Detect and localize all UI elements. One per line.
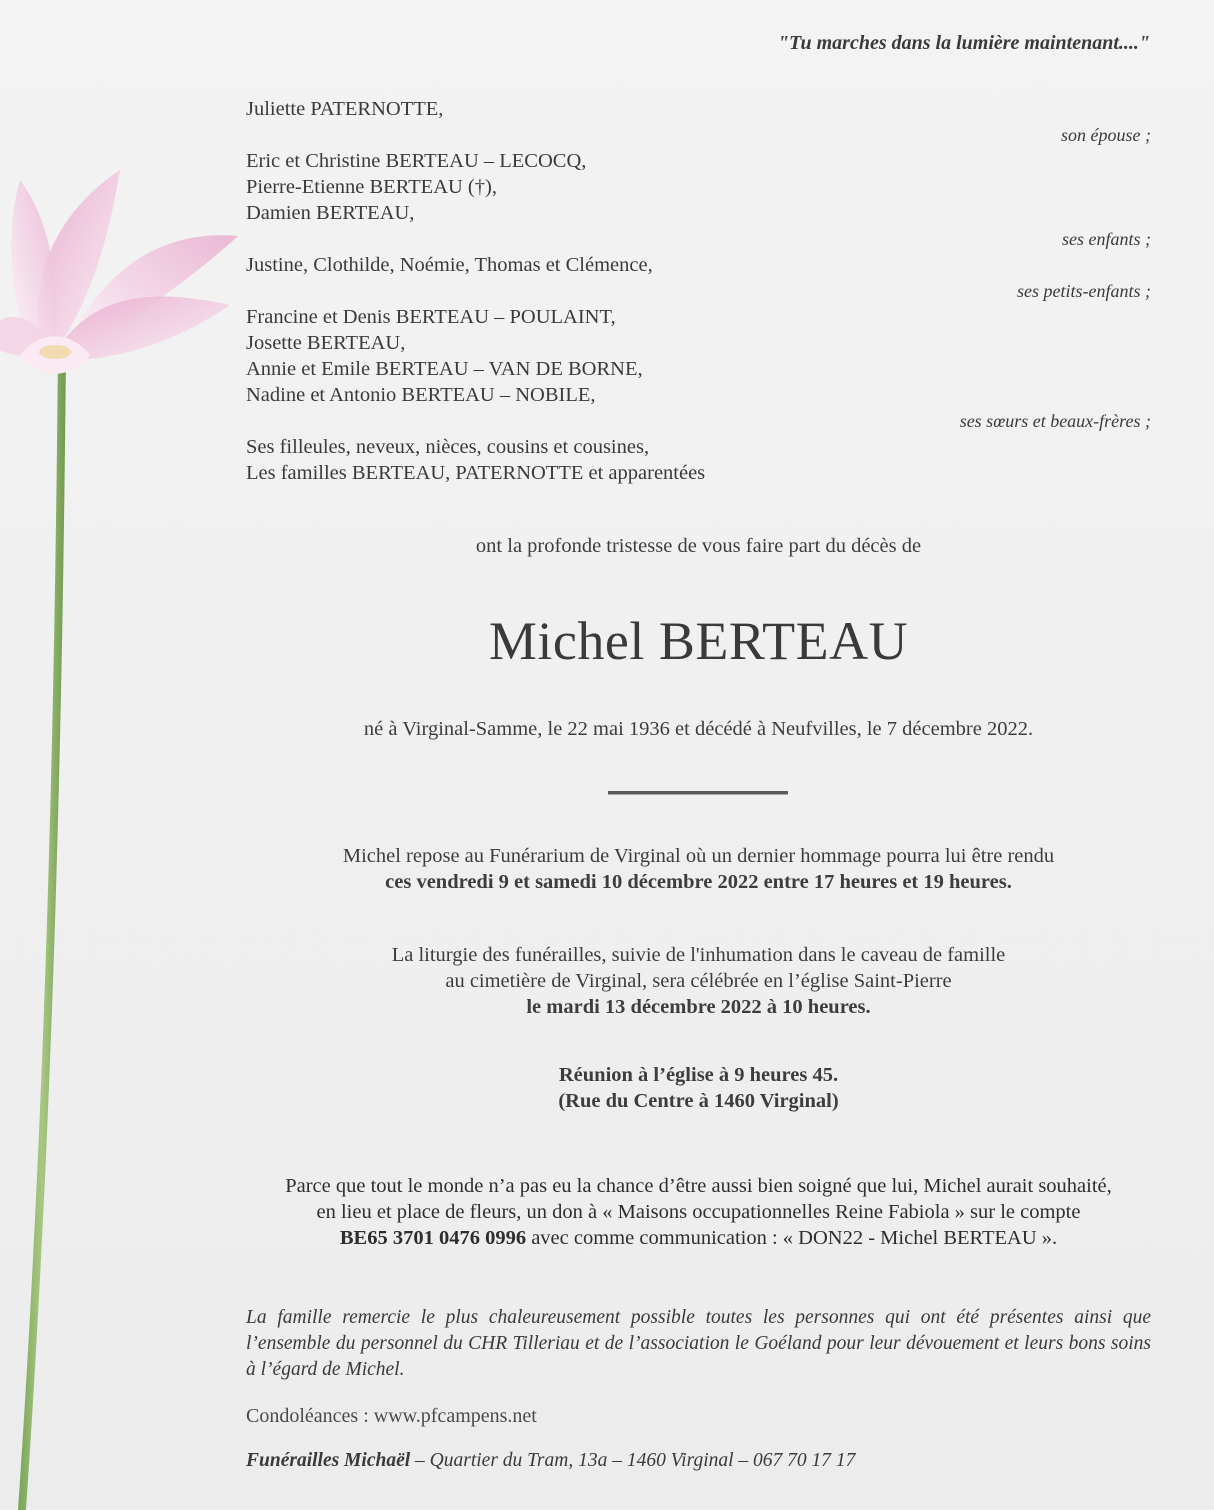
family-name: Francine et Denis BERTEAU – POULAINT,	[246, 306, 616, 328]
family-name: Annie et Emile BERTEAU – VAN DE BORNE,	[246, 358, 643, 380]
funeral-date: le mardi 13 décembre 2022 à 10 heures.	[526, 996, 871, 1018]
funeral-line: au cimetière de Virginal, sera célébrée en l’église Saint-Pierre	[445, 970, 952, 992]
family-role: son épouse ;	[1061, 125, 1151, 145]
family-name: Juliette PATERNOTTE,	[246, 98, 444, 120]
visitation-line: Michel repose au Funérarium de Virginal où un dernier hommage pourra lui être rendu	[342, 845, 1055, 867]
donation-communication: avec comme communication : « DON22 - Michel BERTEAU ».	[526, 1227, 1058, 1249]
funeral-home-address: – Quartier du Tram, 13a – 1460 Virginal – 067 70 17 17	[410, 1450, 856, 1471]
family-name: Ses filleules, neveux, nièces, cousins et cousines,	[246, 436, 650, 458]
donation-info	[246, 1173, 1151, 1251]
divider-line	[608, 791, 788, 795]
thanks-text: La famille remercie le plus chaleureusement possible toutes les personnes qui ont été présentes ainsi que l’ensemble du personnel du CHR Tilleriau et de l’association le Goéland pour leur dévouement et leurs bons soins à l’égard de Michel.	[246, 1307, 1151, 1380]
visitation-info	[246, 843, 1151, 895]
funeral-line: La liturgie des funérailles, suivie de l'inhumation dans le caveau de famille	[391, 944, 1006, 966]
donation-line: en lieu et place de fleurs, un don à « Maisons occupationnelles Reine Fabiola » sur le compte	[316, 1201, 1081, 1223]
birth-death-dates: né à Virginal-Samme, le 22 mai 1936 et décédé à Neufvilles, le 7 décembre 2022.	[363, 718, 1034, 740]
meeting-address: (Rue du Centre à 1460 Virginal)	[558, 1090, 839, 1112]
funeral-info	[246, 942, 1151, 1020]
family-role: ses enfants ;	[1062, 229, 1151, 249]
lotus-flower-image	[0, 170, 250, 1510]
deceased-name: Michel BERTEAU	[488, 611, 909, 671]
family-name: Josette BERTEAU,	[246, 332, 406, 354]
family-name: Pierre-Etienne BERTEAU (†),	[246, 176, 497, 198]
family-name: Nadine et Antonio BERTEAU – NOBILE,	[246, 384, 596, 406]
donation-line	[246, 1225, 1151, 1251]
family-role: ses petits-enfants ;	[1017, 281, 1151, 301]
family-name: Les familles BERTEAU, PATERNOTTE et apparentées	[246, 462, 706, 484]
family-name: Justine, Clothilde, Noémie, Thomas et Clémence,	[246, 254, 653, 276]
condolences-link[interactable]: Condoléances : www.pfcampens.net	[246, 1405, 537, 1427]
family-name: Damien BERTEAU,	[246, 202, 415, 224]
announcement-text: ont la profonde tristesse de vous faire part du décès de	[475, 535, 922, 557]
meeting-time: Réunion à l’église à 9 heures 45.	[558, 1064, 839, 1086]
bank-account: BE65 3701 0476 0996	[339, 1227, 527, 1249]
family-name: Eric et Christine BERTEAU – LECOCQ,	[246, 150, 587, 172]
funeral-home-footer	[246, 1450, 855, 1472]
donation-line: Parce que tout le monde n’a pas eu la chance d’être aussi bien soigné que lui, Michel aurait souhaité,	[285, 1175, 1112, 1197]
epigraph-quote: "Tu marches dans la lumière maintenant...."	[777, 32, 1150, 54]
family-list	[246, 96, 1151, 486]
family-role: ses sœurs et beaux-frères ;	[959, 411, 1151, 431]
meeting-info	[246, 1062, 1151, 1114]
funeral-home-name: Funérailles Michaël	[246, 1450, 411, 1471]
visitation-dates: ces vendredi 9 et samedi 10 décembre 2022 entre 17 heures et 19 heures.	[385, 871, 1012, 893]
